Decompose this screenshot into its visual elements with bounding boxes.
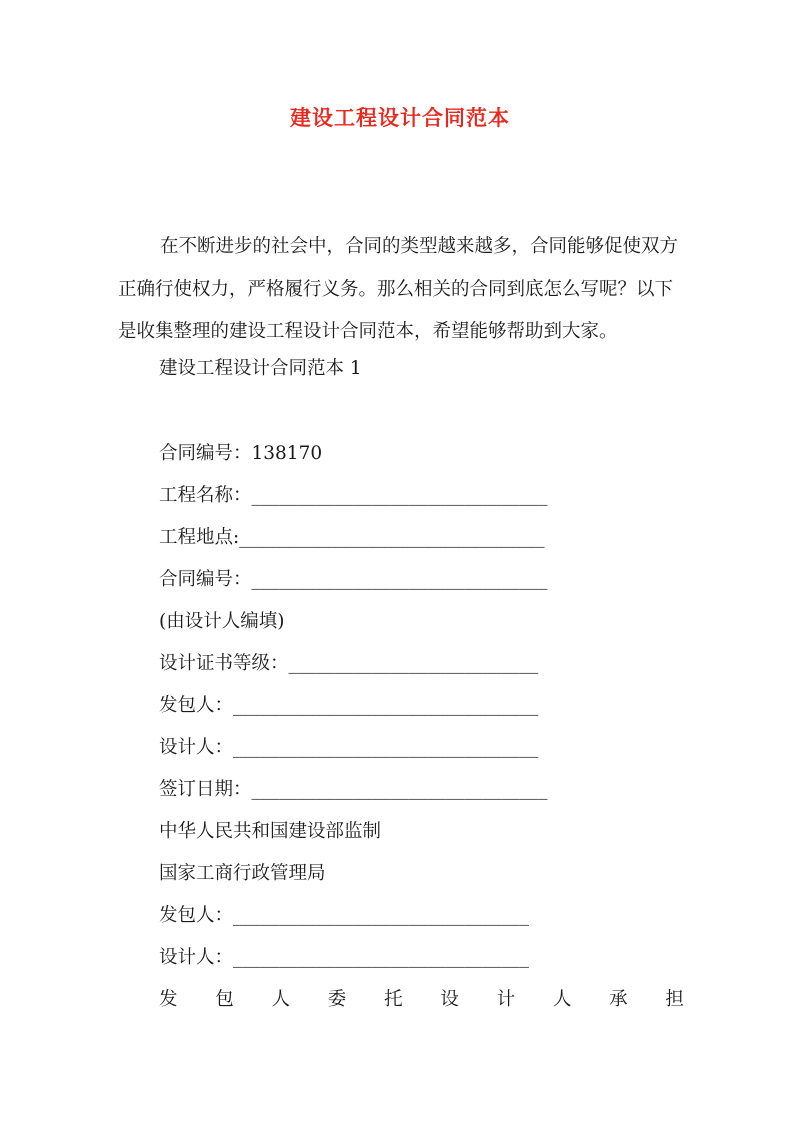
project-location-field: 工程地点:_________________________________ xyxy=(159,527,545,548)
intro-paragraph: 在不断进步的社会中，合同的类型越来越多，合同能够促使双方正确行使权力，严格履行义务。那么相关的合同到底怎么写呢？以下是收集整理的建设工程设计合同范本，希望能够帮助到大家。 xyxy=(118,236,679,342)
designer-field-2: 设计人：________________________________ xyxy=(159,947,530,968)
filled-by-designer-note: (由设计人编填) xyxy=(159,611,285,632)
last-line-char: 担 xyxy=(665,989,684,1010)
last-line-char: 人 xyxy=(271,989,291,1010)
project-name-field: 工程名称：________________________________ xyxy=(159,485,548,506)
section-heading: 建设工程设计合同范本 1 xyxy=(159,358,362,379)
contract-number-field: 合同编号：________________________________ xyxy=(159,569,548,590)
certificate-level-field: 设计证书等级：___________________________ xyxy=(159,653,539,674)
sign-date-field: 签订日期：________________________________ xyxy=(159,779,548,800)
last-line-char: 承 xyxy=(609,989,628,1010)
supervisor-ministry: 中华人民共和国建设部监制 xyxy=(159,821,382,842)
designer-field: 设计人：_________________________________ xyxy=(159,737,539,758)
last-line-char: 包 xyxy=(215,989,234,1010)
client-field: 发包人：_________________________________ xyxy=(159,695,539,716)
justified-last-line xyxy=(159,991,684,1010)
last-line-char: 托 xyxy=(384,989,403,1010)
client-field-2: 发包人：________________________________ xyxy=(159,905,530,926)
last-line-char: 委 xyxy=(327,989,347,1010)
last-line-char: 人 xyxy=(552,989,572,1010)
supervisor-administration: 国家工商行政管理局 xyxy=(159,863,326,884)
last-line-char: 计 xyxy=(496,989,516,1010)
document-title: 建设工程设计合同范本 xyxy=(290,105,510,130)
contract-number: 合同编号：138170 xyxy=(159,443,323,464)
last-line-char: 发 xyxy=(159,989,178,1010)
last-line-char: 设 xyxy=(440,989,459,1010)
